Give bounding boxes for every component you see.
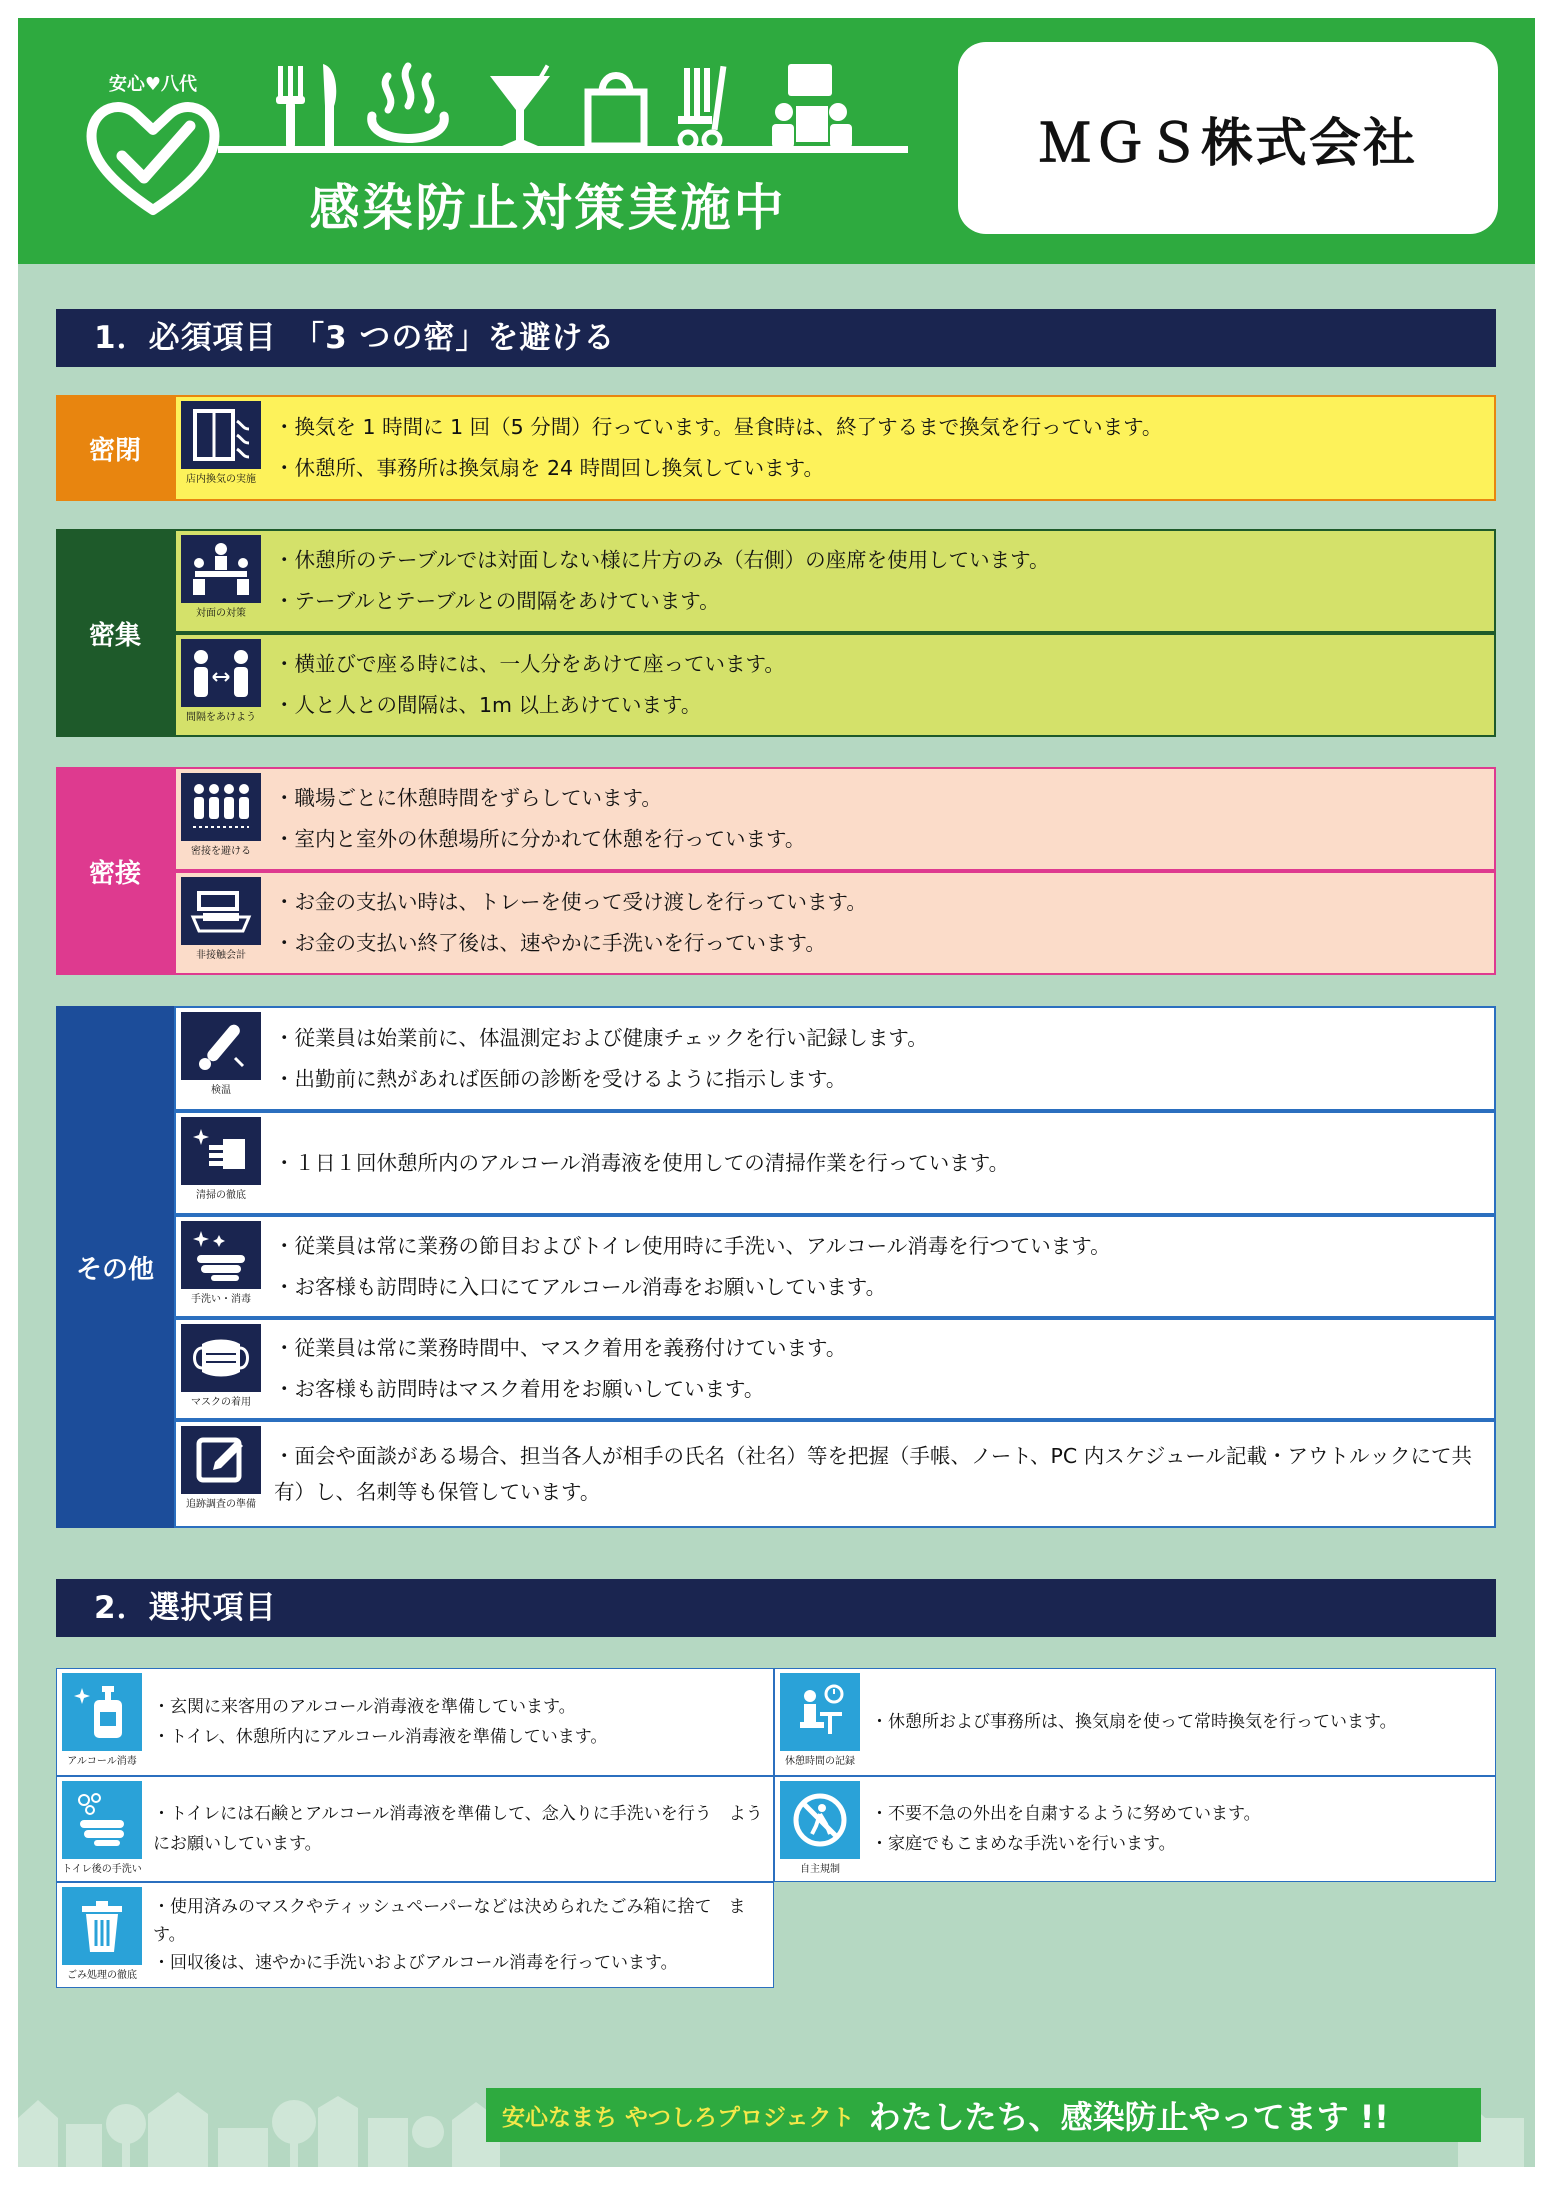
cleaning-hand-icon — [181, 1117, 261, 1185]
row-line: ・人と人との間隔は、1m 以上あけています。 — [274, 693, 702, 717]
group-rows-other — [174, 1006, 1496, 1528]
group-rows-misshu — [174, 529, 1496, 737]
table-seating-icon — [181, 535, 261, 603]
cocktail-icon — [490, 64, 550, 146]
sel-text — [871, 1669, 1487, 1775]
row-icon-box — [181, 401, 261, 485]
row-line: ・テーブルとテーブルとの間隔をあけています。 — [274, 589, 720, 613]
cash-tray-icon — [181, 877, 261, 945]
soap-hands-icon — [62, 1781, 142, 1859]
company-name: ＭＧＳ株式会社 — [1038, 113, 1417, 174]
logo-text: 安心♥八代 — [108, 74, 198, 95]
edit-note-icon — [181, 1426, 261, 1494]
group-rows-mippei — [174, 395, 1496, 501]
sel-icon-box — [62, 1887, 142, 1981]
shopping-bag-icon — [588, 76, 644, 147]
row-line: ・休憩所、事務所は換気扇を 24 時間回し換気しています。 — [274, 456, 824, 480]
row-line: ・従業員は常に業務時間中、マスク着用を義務付けています。 — [274, 1336, 847, 1360]
section2-heading: 2．選択項目 — [56, 1579, 1496, 1637]
row-cash-tray — [174, 871, 1496, 975]
row-icon-caption: マスクの着用 — [191, 1397, 251, 1408]
row-line: ・従業員は始業前に、体温測定および健康チェックを行い記録します。 — [274, 1025, 928, 1050]
row-line: ・従業員は常に業務の節目およびトイレ使用時に手洗い、アルコール消毒を行つています。 — [274, 1233, 1111, 1258]
sel-icon-caption: ごみ処理の徹底 — [67, 1970, 137, 1981]
row-icon-box — [181, 639, 261, 723]
section1-heading: 1．必須項目 「3 つの密」を避ける — [56, 309, 1496, 367]
row-line: ・お客様も訪問時はマスク着用をお願いしています。 — [274, 1377, 765, 1401]
sel-line: ・家庭でもこまめな手洗いを行います。 — [871, 1834, 1176, 1854]
row-icon-caption: 非接触会計 — [196, 950, 246, 961]
sel-icon-caption: 自主規制 — [800, 1864, 840, 1875]
row-icon-box — [181, 1426, 261, 1510]
group-other — [56, 1006, 1496, 1528]
row-text — [274, 873, 1480, 973]
row-line: ・お金の支払い終了後は、速やかに手洗いを行っています。 — [274, 931, 826, 955]
row-text — [274, 1320, 1480, 1418]
trash-bin-icon — [62, 1887, 142, 1965]
row-temperature — [174, 1006, 1496, 1111]
sel-text — [153, 1777, 765, 1881]
row-line: ・面会や面談がある場合、担当各人が相手の氏名（社名）等を把握（手帳、ノート、PC 内スケジュール記載・アウトルックにて共有）し、名刺等も保管しています。 — [274, 1444, 1472, 1504]
sel-line: ・玄関に来客用のアルコール消毒液を準備しています。 — [153, 1697, 576, 1717]
group-label-misshu: 密集 — [56, 529, 174, 737]
row-line: ・換気を 1 時間に 1 回（5 分間）行っています。昼食時は、終了するまで換気を行っています。 — [274, 415, 1163, 439]
anshin-yatsushiro-logo — [78, 70, 228, 230]
comb-scissors-icon — [678, 66, 726, 148]
sel-text — [871, 1777, 1487, 1881]
sel-line: ・回収後は、速やかに手洗いおよびアルコール消毒を行っています。 — [153, 1953, 678, 1973]
row-icon-caption: 手洗い・消毒 — [191, 1294, 251, 1305]
sel-icon-caption: 休憩時間の記録 — [785, 1756, 855, 1767]
sel-icon-caption: トイレ後の手洗い — [62, 1864, 142, 1875]
group-label-missetsu: 密接 — [56, 767, 174, 975]
no-going-out-icon — [780, 1781, 860, 1859]
row-line: ・お金の支払い時は、トレーを使って受け渡しを行っています。 — [274, 890, 867, 914]
sel-icon-caption: アルコール消毒 — [67, 1756, 137, 1767]
sanitizer-bottle-icon — [62, 1673, 142, 1751]
row-text — [274, 635, 1480, 735]
header-banner — [18, 18, 1535, 264]
row-text — [274, 1422, 1480, 1526]
hot-spring-icon — [372, 66, 445, 139]
row-icon-box — [181, 877, 261, 961]
row-line: ・職場ごとに休憩時間をずらしています。 — [274, 786, 662, 810]
sel-icon-box — [62, 1673, 142, 1767]
group-label-other: その他 — [56, 1006, 174, 1528]
meeting-icon — [772, 64, 852, 148]
row-icon-box — [181, 535, 261, 619]
selection-items — [56, 1668, 1496, 1988]
footer-slogan: わたしたち、感染防止やってます !! — [868, 2098, 1389, 2136]
row-text — [274, 1113, 1480, 1213]
row-text — [274, 769, 1480, 869]
company-box — [958, 42, 1498, 234]
thermometer-icon — [181, 1012, 261, 1080]
header-divider — [218, 146, 908, 153]
crowd-avoid-icon — [181, 773, 261, 841]
poster — [18, 18, 1535, 2167]
row-line: ・室内と室外の休憩場所に分かれて休憩を行っています。 — [274, 827, 806, 851]
group-misshu — [56, 529, 1496, 737]
row-icon-box — [181, 1221, 261, 1305]
row-line: ・横並びで座る時には、一人分をあけて座っています。 — [274, 652, 785, 676]
row-icon-caption: 対面の対策 — [196, 608, 246, 619]
sel-line: ・不要不急の外出を自粛するように努めています。 — [871, 1804, 1261, 1824]
group-mippei — [56, 395, 1496, 501]
window-ventilation-icon — [181, 401, 261, 469]
row-icon-box — [181, 1117, 261, 1201]
facility-icons — [268, 56, 918, 156]
sel-icon-box — [62, 1781, 142, 1875]
mask-icon — [181, 1324, 261, 1392]
sel-item-toilet-handwash — [56, 1776, 774, 1882]
break-time-icon — [780, 1673, 860, 1751]
sel-text — [153, 1883, 765, 1987]
sel-icon-box — [780, 1781, 860, 1875]
row-text — [274, 1008, 1480, 1109]
row-icon-caption: 清掃の徹底 — [196, 1190, 246, 1201]
row-break-shift — [174, 767, 1496, 871]
row-text — [274, 531, 1480, 631]
hand-wash-icon — [181, 1221, 261, 1289]
group-rows-missetsu — [174, 767, 1496, 975]
sel-item-self-restraint — [774, 1776, 1496, 1882]
row-line: ・休憩所のテーブルでは対面しない様に片方のみ（右側）の座席を使用しています。 — [274, 548, 1050, 572]
row-mask — [174, 1318, 1496, 1420]
group-missetsu — [56, 767, 1496, 975]
row-text — [274, 1217, 1480, 1316]
row-icon-box — [181, 1324, 261, 1408]
row-icon-caption: 密接を避ける — [191, 846, 251, 857]
row-line: ・１日１回休憩所内のアルコール消毒液を使用しての清掃作業を行っています。 — [274, 1150, 1010, 1175]
sel-line: ・休憩所および事務所は、換気扇を使って常時換気を行っています。 — [871, 1712, 1397, 1732]
sel-line: ・使用済みのマスクやティッシュペーパーなどは決められたごみ箱に捨て ます。 — [153, 1897, 746, 1945]
row-spacing — [174, 633, 1496, 737]
footer-project-name: 安心なまち やつしろプロジェクト — [502, 2104, 855, 2131]
header-title: 感染防止対策実施中 — [309, 179, 787, 237]
row-icon-box — [181, 773, 261, 857]
sel-line: ・トイレには石鹸とアルコール消毒液を準備して、念入りに手洗いを行う ようにお願いしています。 — [153, 1804, 763, 1854]
row-icon-caption: 店内換気の実施 — [186, 474, 256, 485]
distance-people-icon — [181, 639, 261, 707]
footer-banner — [486, 2088, 1481, 2142]
row-icon-caption: 追跡調査の準備 — [186, 1499, 256, 1510]
row-cleaning — [174, 1111, 1496, 1215]
sel-line: ・トイレ、休憩所内にアルコール消毒液を準備しています。 — [153, 1727, 608, 1747]
sel-item-ventilation — [774, 1668, 1496, 1776]
row-ventilation — [174, 395, 1496, 501]
row-text — [274, 397, 1480, 499]
sel-text — [153, 1669, 765, 1775]
group-label-mippei: 密閉 — [56, 395, 174, 501]
sel-item-alcohol — [56, 1668, 774, 1776]
sel-item-garbage — [56, 1882, 774, 1988]
row-icon-box — [181, 1012, 261, 1096]
row-icon-caption: 検温 — [211, 1085, 231, 1096]
row-hand-wash — [174, 1215, 1496, 1318]
row-icon-caption: 間隔をあけよう — [186, 712, 256, 723]
row-face-to-face — [174, 529, 1496, 633]
sel-icon-box — [780, 1673, 860, 1767]
row-line: ・出勤前に熱があれば医師の診断を受けるように指示します。 — [274, 1066, 847, 1091]
fork-knife-icon — [276, 64, 336, 148]
row-line: ・お客様も訪問時に入口にてアルコール消毒をお願いしています。 — [274, 1274, 887, 1299]
row-tracking — [174, 1420, 1496, 1528]
